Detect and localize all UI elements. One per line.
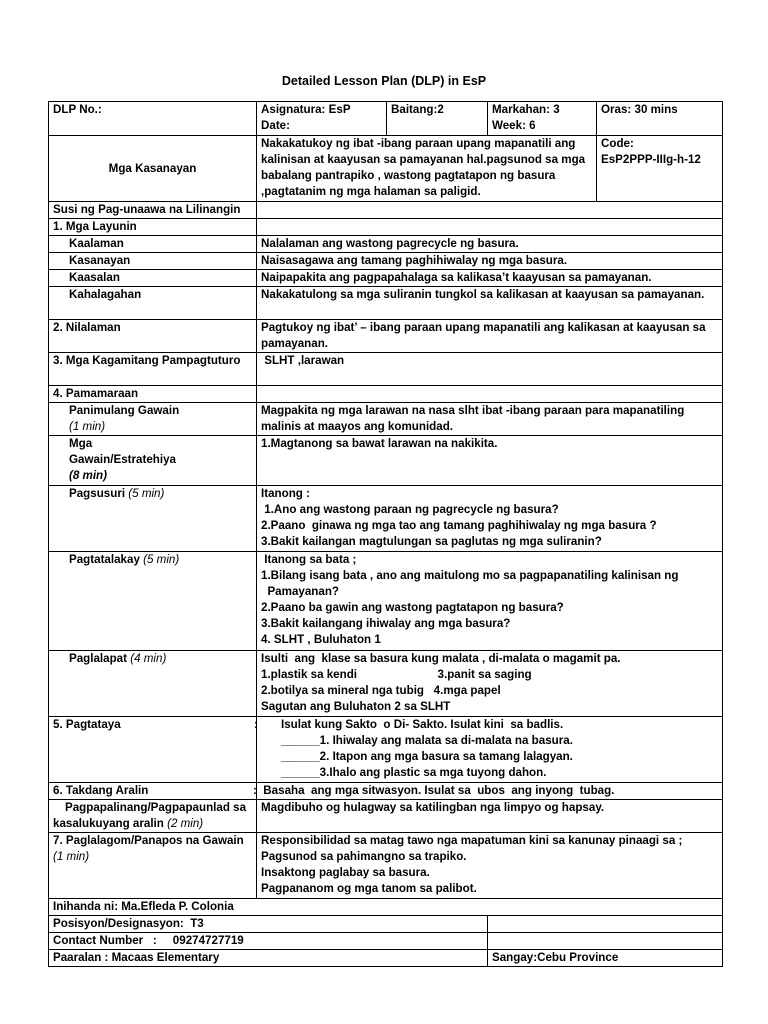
paglalapat-time: (4 min) [130, 652, 167, 665]
pagpapalinang-label: Pagpapalinang/Pagpapaunlad sa kasalukuyang aralin [53, 801, 247, 830]
layunin-header-row [49, 219, 723, 236]
pagsusuri-line: Itanong : [261, 487, 310, 500]
nilalaman-row [49, 320, 723, 353]
inihanda-row [49, 899, 723, 916]
markahan-cell [488, 102, 597, 136]
takdang-label: 6. Takdang Aralin [49, 783, 257, 800]
layunin-row-text: Naisasagawa ang tamang paghihiwalay ng mga basura. [257, 253, 723, 270]
asignatura-cell [257, 102, 387, 136]
layunin-row-label: Kasanayan [49, 253, 257, 270]
takdang-text: : Basaha ang mga sitwasyon. Isulat sa ubos ang inyong tubag. [249, 783, 715, 800]
paglalagom-row [49, 833, 723, 899]
paglalagom-text-cell [257, 833, 723, 899]
pagsusuri-line: 1.Ano ang wastong paraan ng pagrecycle ng basura? [261, 503, 559, 516]
susi-value [257, 202, 723, 219]
paglalapat-line: Isulti ang klase sa basura kung malata , di-malata o magamit pa. [261, 652, 621, 665]
paglalapat-text-cell [257, 651, 723, 717]
layunin-row [49, 287, 723, 320]
layunin-row-label: Kahalagahan [49, 287, 257, 320]
pagtataya-label: 5. Pagtataya [53, 718, 121, 731]
pagtataya-colon: : [254, 718, 258, 731]
kagamitan-text: SLHT ,larawan [257, 353, 723, 386]
posisyon-row [49, 916, 723, 933]
gawain-row [49, 436, 723, 486]
inihanda-text: Inihanda ni: Ma.Efleda P. Colonia [49, 899, 723, 916]
lesson-plan-table [48, 101, 723, 967]
paglalapat-row [49, 651, 723, 717]
layunin-row-label: Kaasalan [49, 270, 257, 287]
paglalapat-label: Paglalapat [69, 652, 127, 665]
pagsusuri-line: 3.Bakit kailangan magtulungan sa paglutas ng mga suliranin? [261, 535, 602, 548]
week-label: Week: 6 [492, 119, 536, 132]
code-label: Code: [601, 137, 634, 150]
pagtatalakay-label: Pagtatalakay [69, 553, 140, 566]
pagtatalakay-line: Pamayanan? [261, 585, 339, 598]
pagtatalakay-text-cell [257, 552, 723, 651]
contact-row [49, 933, 723, 950]
pagtataya-line: ______3.Ihalo ang plastic sa mga tuyong dahon. [281, 766, 547, 779]
paglalagom-line: Responsibilidad sa matag tawo nga mapatuman kini sa kanunay pinaagi sa ; [261, 834, 683, 847]
pagtatalakay-line: 4. SLHT , Buluhaton 1 [261, 633, 381, 646]
pagtataya-label-cell [49, 717, 257, 783]
pagpapalinang-text: Magdibuho og hulagway sa katilingban nga limpyo og hapsay. [257, 800, 723, 833]
layunin-label: 1. Mga Layunin [49, 219, 257, 236]
sangay-text: Sangay:Cebu Province [488, 950, 723, 967]
pagsusuri-text-cell [257, 486, 723, 552]
pagtatalakay-time: (5 min) [143, 553, 180, 566]
dlp-no-cell: DLP No.: [49, 102, 257, 136]
gawain-label-2: Gawain/Estratehiya [69, 453, 176, 466]
code-cell [597, 136, 723, 202]
pagtataya-line: Isulat kung Sakto o Di- Sakto. Isulat kini sa badlis. [281, 718, 564, 731]
pagpapalinang-label-cell [49, 800, 257, 833]
panimula-label-cell [49, 403, 257, 436]
pagpapalinang-time: (2 min) [167, 817, 204, 830]
nilalaman-text: Pagtukoy ng ibat’ – ibang paraan upang mapanatili ang kalikasan at kaayusan sa pamayanan. [257, 320, 723, 353]
document-title: Detailed Lesson Plan (DLP) in EsP [281, 74, 487, 88]
kasanayan-row [49, 136, 723, 202]
layunin-row-label: Kaalaman [49, 236, 257, 253]
header-row [49, 102, 723, 136]
markahan-label: Markahan: 3 [492, 103, 560, 116]
kasanayan-label: Mga Kasanayan [49, 136, 257, 202]
pamamaraan-header-row [49, 386, 723, 403]
kasanayan-text: Nakakatukoy ng ibat -ibang paraan upang mapanatili ang kalinisan at kaayusan sa pamayanan hal.pagsunod sa mga babalang pantrapiko , wastong pagtatapon ng basura ,pagtatanim ng mga halaman sa paligid. [257, 136, 597, 202]
gawain-text: 1.Magtanong sa bawat larawan na nakikita. [257, 436, 723, 486]
layunin-row [49, 253, 723, 270]
paglalapat-label-cell [49, 651, 257, 717]
gawain-label-1: Mga [69, 437, 93, 450]
paglalagom-label: 7. Paglalagom/Panapos na Gawain [53, 834, 244, 847]
pagtatalakay-line: Itanong sa bata ; [261, 553, 357, 566]
paglalagom-label-cell [49, 833, 257, 899]
pagpapalinang-row [49, 800, 723, 833]
paglalapat-line: Sagutan ang Buluhaton 2 sa SLHT [261, 700, 451, 713]
pagtatalakay-line: 2.Paano ba gawin ang wastong pagtatapon ng basura? [261, 601, 564, 614]
pagtatalakay-row [49, 552, 723, 651]
layunin-row-text: Nakakatulong sa mga suliranin tungkol sa kalikasan at kaayusan sa pamayanan. [257, 287, 723, 320]
takdang-row [49, 783, 723, 800]
susi-label: Susi ng Pag-unaawa na Lilinangin [49, 202, 257, 219]
susi-row [49, 202, 723, 219]
pagsusuri-label: Pagsusuri [69, 487, 126, 500]
pagtatalakay-label-cell [49, 552, 257, 651]
pagtatalakay-line: 1.Bilang isang bata , ano ang maitulong mo sa pagpapanatiling kalinisan ng [261, 569, 679, 582]
posisyon-text: Posisyon/Designasyon: T3 [49, 916, 488, 933]
pagsusuri-line: 2.Paano ginawa ng mga tao ang tamang paghihiwalay ng mga basura ? [261, 519, 657, 532]
layunin-row [49, 236, 723, 253]
asignatura-label: Asignatura: EsP [261, 103, 351, 116]
paglalapat-line: 2.botilya sa mineral nga tubig 4.mga papel [261, 684, 501, 697]
panimula-row [49, 403, 723, 436]
pagsusuri-label-cell [49, 486, 257, 552]
pamamaraan-label: 4. Pamamaraan [49, 386, 257, 403]
pagtataya-line: ______2. Itapon ang mga basura sa tamang lalagyan. [281, 750, 573, 763]
date-label: Date: [261, 119, 290, 132]
paglalapat-line: 1.plastik sa kendi 3.panit sa saging [261, 668, 532, 681]
paaralan-row [49, 950, 723, 967]
paglalagom-line: Insaktong paglabay sa basura. [261, 866, 430, 879]
kagamitan-label: 3. Mga Kagamitang Pampagtuturo [49, 353, 257, 386]
layunin-row-text: Naipapakita ang pagpapahalaga sa kalikasa’t kaayusan sa pamayanan. [257, 270, 723, 287]
baitang-cell: Baitang:2 [387, 102, 488, 136]
pagtataya-row [49, 717, 723, 783]
layunin-row-text: Nalalaman ang wastong pagrecycle ng basura. [257, 236, 723, 253]
gawain-time: (8 min) [69, 469, 108, 482]
pagsusuri-row [49, 486, 723, 552]
pagtatalakay-line: 3.Bakit kailangang ihiwalay ang mga basura? [261, 617, 511, 630]
panimula-time: (1 min) [69, 420, 106, 433]
oras-cell: Oras: 30 mins [597, 102, 723, 136]
panimula-label: Panimulang Gawain [69, 404, 180, 417]
pagsusuri-time: (5 min) [128, 487, 165, 500]
kagamitan-row [49, 353, 723, 386]
paglalagom-line: Pagpananom og mga tanom sa palibot. [261, 882, 477, 895]
paglalagom-time: (1 min) [53, 850, 90, 863]
pagtataya-text-cell [257, 717, 723, 783]
gawain-label-cell [49, 436, 257, 486]
nilalaman-label: 2. Nilalaman [49, 320, 257, 353]
paaralan-text: Paaralan : Macaas Elementary [49, 950, 488, 967]
paglalagom-line: Pagsunod sa pahimangno sa trapiko. [261, 850, 467, 863]
contact-text: Contact Number : 09274727719 [49, 933, 488, 950]
pagtataya-line: ______1. Ihiwalay ang malata sa di-malata na basura. [281, 734, 573, 747]
panimula-text: Magpakita ng mga larawan na nasa slht ibat -ibang paraan para mapanatiling malinis at maayos ang komunidad. [257, 403, 723, 436]
layunin-row [49, 270, 723, 287]
code-value: EsP2PPP-IIIg-h-12 [601, 153, 701, 166]
